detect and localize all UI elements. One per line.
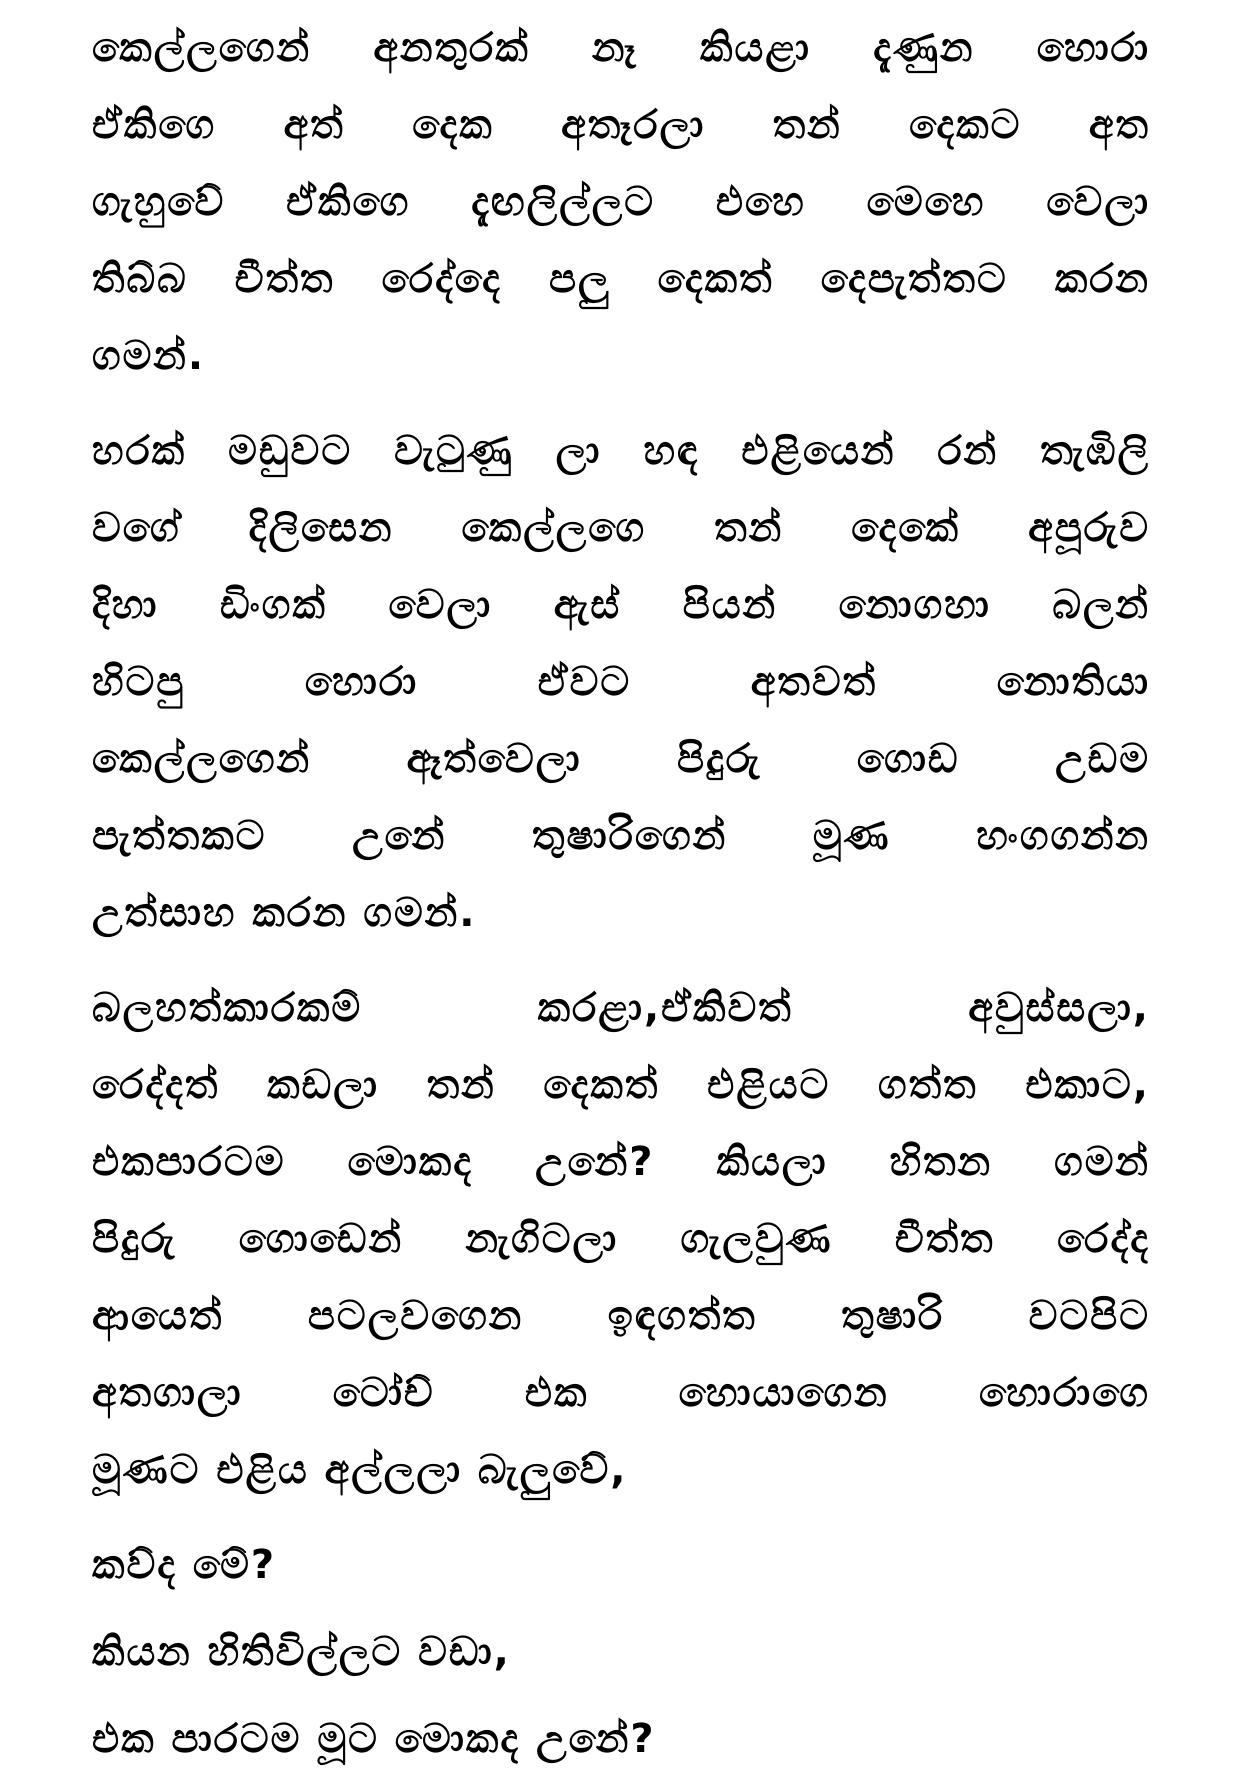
text-line: ගමන්. xyxy=(92,333,206,379)
text-line: ඒකිගෙ අත් දෙක අතෑරලා තන් දෙකට අත xyxy=(92,102,1150,148)
text-line: කියන හිතිවිල්ලට වඩා, xyxy=(92,1629,511,1675)
text-line: ආයෙත් පටලවගෙන ඉඳගත්ත තුෂාරි වටපිට xyxy=(92,1293,1150,1339)
document-page xyxy=(92,10,1150,1788)
text-line: දිහා ඩිංගක් වෙලා ඇස් පියන් නොගහා බලන් xyxy=(92,582,1150,628)
text-line: මූණට එළිය අල්ලලා බැලුවේ, xyxy=(92,1447,628,1493)
text-line: රෙද්දත් කඩලා තන් දෙකත් එළියට ගත්ත එකාට, xyxy=(92,1062,1150,1108)
text-line: හිටපු හොරා ඒවට අතවත් නොතියා xyxy=(92,659,1150,705)
text-line: බලහත්කාරකම් කරළා,ඒකිවත් අවුස්සලා, xyxy=(92,985,1150,1031)
text-line: එක පාරටම මූට මොකද උනේ? xyxy=(92,1716,656,1762)
text-line: කව්ද මේ? xyxy=(92,1542,277,1588)
text-line: තිබ්බ චීත්ත රෙද්දෙ පලු දෙකත් දෙපැත්තට කරන xyxy=(92,256,1150,302)
text-line: හරක් මඩුවට වැටුණු ලා හඳ එළියෙන් රන් තැඹිලි xyxy=(92,428,1150,474)
paragraph-1 xyxy=(92,10,1150,395)
text-line: කෙල්ලගෙන් අනතුරක් නෑ කියළා දැණුන හොරා xyxy=(92,25,1150,71)
paragraph-4 xyxy=(92,1527,1150,1604)
paragraph-3 xyxy=(92,970,1150,1509)
text-line: ගැහුවේ ඒකිගෙ දැඟලිල්ලට එහෙ මෙහෙ වෙලා xyxy=(92,179,1150,225)
text-line: පැත්තකට උනේ තුෂාරිගෙන් මූණ හංගගන්න xyxy=(92,813,1150,859)
text-line: පිදුරු ගොඩෙන් නැගිටලා ගැලවුණ චීත්ත රෙද්ද xyxy=(92,1216,1150,1262)
paragraph-5 xyxy=(92,1614,1150,1691)
text-line: එකපාරටම මොකද උනේ? කියලා හිතන ගමන් xyxy=(92,1139,1150,1185)
text-line: අතගාලා ටෝච් එක හොයාගෙන හොරාගෙ xyxy=(92,1370,1150,1416)
paragraph-2 xyxy=(92,413,1150,952)
text-line: උත්සාහ කරන ගමන්. xyxy=(92,890,477,936)
text-line: කෙල්ලගෙන් ඈත්වෙලා පිදුරු ගොඩ උඩම xyxy=(92,736,1150,782)
paragraph-6 xyxy=(92,1701,1150,1778)
text-line: වගේ දිලිසෙන කෙල්ලගෙ තන් දෙකේ අපූරුව xyxy=(92,505,1150,551)
